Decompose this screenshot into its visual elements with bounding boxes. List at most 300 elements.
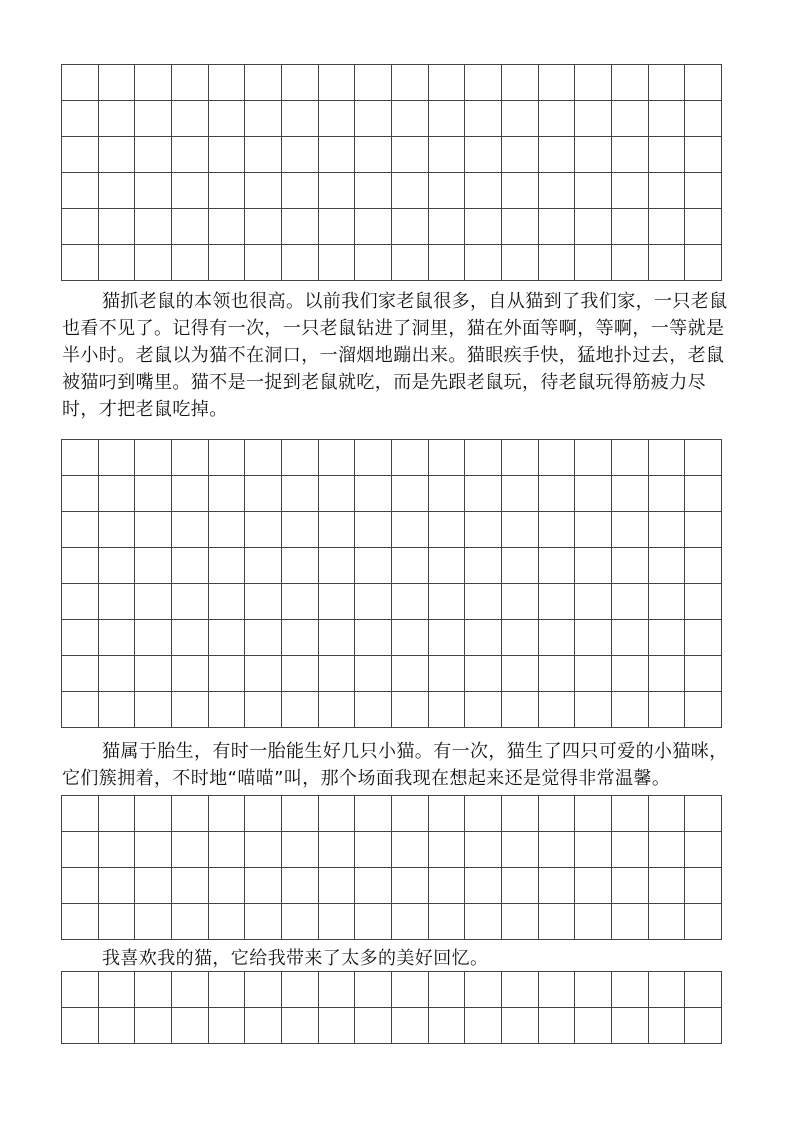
grid-cell	[465, 512, 502, 548]
grid-cell	[172, 548, 209, 584]
grid-cell	[649, 512, 686, 548]
grid-cell	[282, 209, 319, 245]
grid-cell	[685, 904, 722, 940]
grid-cell	[539, 512, 576, 548]
grid-cell	[429, 245, 466, 281]
grid-cell	[355, 476, 392, 512]
grid-cell	[392, 796, 429, 832]
grid-cell	[575, 476, 612, 512]
grid-cell	[502, 868, 539, 904]
grid-cell	[135, 548, 172, 584]
grid-cell	[392, 476, 429, 512]
grid-cell	[392, 692, 429, 728]
grid-cell	[685, 692, 722, 728]
grid-cell	[99, 620, 136, 656]
grid-cell	[99, 656, 136, 692]
grid-cell	[685, 620, 722, 656]
grid-cell	[429, 692, 466, 728]
grid-cell	[209, 868, 246, 904]
grid-cell	[575, 209, 612, 245]
grid-cell	[319, 476, 356, 512]
grid-cell	[539, 548, 576, 584]
grid-cell	[355, 972, 392, 1008]
grid-cell	[392, 101, 429, 137]
grid-cell	[612, 904, 649, 940]
grid-cell	[99, 904, 136, 940]
grid-cell	[135, 620, 172, 656]
paragraph-conclusion: 我喜欢我的猫，它给我带来了太多的美好回忆。	[102, 948, 489, 969]
grid-cell	[392, 512, 429, 548]
grid-cell	[319, 137, 356, 173]
grid-cell	[685, 796, 722, 832]
grid-cell	[355, 904, 392, 940]
grid-cell	[319, 245, 356, 281]
grid-cell	[319, 512, 356, 548]
grid-cell	[575, 65, 612, 101]
grid-cell	[392, 209, 429, 245]
grid-cell	[649, 137, 686, 173]
grid-cell	[502, 972, 539, 1008]
grid-cell	[612, 692, 649, 728]
grid-cell	[172, 620, 209, 656]
grid-cell	[209, 796, 246, 832]
grid-cell	[612, 868, 649, 904]
grid-cell	[172, 476, 209, 512]
grid-cell	[392, 548, 429, 584]
grid-cell	[392, 868, 429, 904]
grid-cell	[465, 584, 502, 620]
grid-cell	[99, 173, 136, 209]
grid-cell	[209, 904, 246, 940]
grid-cell	[209, 137, 246, 173]
grid-cell	[135, 440, 172, 476]
grid-cell	[539, 656, 576, 692]
grid-cell	[319, 832, 356, 868]
grid-cell	[685, 972, 722, 1008]
grid-cell	[319, 868, 356, 904]
grid-cell	[612, 972, 649, 1008]
grid-cell	[392, 584, 429, 620]
grid-cell	[649, 476, 686, 512]
grid-cell	[392, 656, 429, 692]
grid-cell	[135, 972, 172, 1008]
grid-cell	[62, 868, 99, 904]
grid-cell	[575, 868, 612, 904]
grid-cell	[465, 904, 502, 940]
grid-cell	[612, 620, 649, 656]
grid-cell	[465, 832, 502, 868]
grid-cell	[209, 620, 246, 656]
grid-cell	[575, 620, 612, 656]
grid-cell	[282, 245, 319, 281]
grid-cell	[245, 476, 282, 512]
writing-grid-1	[61, 64, 722, 281]
grid-cell	[319, 440, 356, 476]
grid-cell	[649, 868, 686, 904]
grid-cell	[209, 245, 246, 281]
grid-cell	[502, 245, 539, 281]
grid-cell	[355, 512, 392, 548]
grid-cell	[282, 972, 319, 1008]
grid-cell	[62, 173, 99, 209]
grid-cell	[685, 512, 722, 548]
grid-cell	[135, 476, 172, 512]
grid-cell	[685, 1008, 722, 1044]
grid-cell	[649, 245, 686, 281]
grid-cell	[539, 173, 576, 209]
grid-cell	[539, 440, 576, 476]
grid-cell	[502, 101, 539, 137]
grid-cell	[539, 692, 576, 728]
grid-cell	[685, 832, 722, 868]
grid-cell	[62, 548, 99, 584]
grid-cell	[62, 692, 99, 728]
grid-cell	[612, 137, 649, 173]
grid-cell	[392, 65, 429, 101]
grid-cell	[575, 440, 612, 476]
grid-cell	[282, 904, 319, 940]
grid-cell	[99, 512, 136, 548]
grid-cell	[209, 972, 246, 1008]
grid-cell	[575, 101, 612, 137]
grid-cell	[172, 904, 209, 940]
grid-cell	[612, 245, 649, 281]
grid-cell	[135, 65, 172, 101]
grid-cell	[319, 65, 356, 101]
grid-cell	[172, 245, 209, 281]
grid-cell	[429, 65, 466, 101]
grid-cell	[282, 656, 319, 692]
grid-cell	[392, 173, 429, 209]
grid-cell	[575, 972, 612, 1008]
grid-cell	[282, 476, 319, 512]
grid-cell	[245, 101, 282, 137]
grid-cell	[319, 796, 356, 832]
grid-cell	[209, 584, 246, 620]
grid-cell	[245, 868, 282, 904]
grid-cell	[612, 173, 649, 209]
grid-cell	[62, 796, 99, 832]
grid-cell	[685, 209, 722, 245]
grid-cell	[99, 440, 136, 476]
grid-cell	[172, 584, 209, 620]
grid-cell	[649, 584, 686, 620]
grid-cell	[649, 548, 686, 584]
grid-cell	[172, 1008, 209, 1044]
grid-cell	[685, 656, 722, 692]
grid-cell	[62, 101, 99, 137]
grid-cell	[135, 868, 172, 904]
grid-cell	[135, 1008, 172, 1044]
grid-cell	[62, 656, 99, 692]
grid-cell	[172, 173, 209, 209]
grid-cell	[319, 904, 356, 940]
grid-cell	[429, 620, 466, 656]
grid-cell	[649, 1008, 686, 1044]
grid-cell	[355, 101, 392, 137]
grid-cell	[62, 584, 99, 620]
grid-cell	[62, 972, 99, 1008]
grid-cell	[282, 512, 319, 548]
grid-cell	[575, 173, 612, 209]
grid-cell	[502, 1008, 539, 1044]
grid-cell	[429, 101, 466, 137]
grid-cell	[135, 137, 172, 173]
grid-cell	[209, 101, 246, 137]
grid-cell	[172, 868, 209, 904]
grid-cell	[429, 972, 466, 1008]
grid-cell	[319, 1008, 356, 1044]
grid-cell	[62, 65, 99, 101]
grid-cell	[685, 65, 722, 101]
grid-cell	[99, 1008, 136, 1044]
grid-cell	[245, 209, 282, 245]
grid-cell	[502, 620, 539, 656]
grid-cell	[429, 440, 466, 476]
grid-cell	[539, 620, 576, 656]
grid-cell	[245, 584, 282, 620]
grid-cell	[99, 692, 136, 728]
grid-cell	[209, 512, 246, 548]
grid-cell	[649, 620, 686, 656]
grid-cell	[319, 209, 356, 245]
grid-cell	[62, 1008, 99, 1044]
grid-cell	[429, 1008, 466, 1044]
grid-cell	[99, 101, 136, 137]
grid-cell	[465, 656, 502, 692]
grid-cell	[99, 832, 136, 868]
grid-cell	[465, 137, 502, 173]
grid-cell	[502, 65, 539, 101]
grid-cell	[172, 692, 209, 728]
grid-cell	[429, 584, 466, 620]
grid-cell	[245, 245, 282, 281]
grid-cell	[135, 209, 172, 245]
grid-cell	[685, 101, 722, 137]
grid-cell	[502, 548, 539, 584]
grid-cell	[392, 245, 429, 281]
grid-cell	[355, 584, 392, 620]
grid-cell	[575, 656, 612, 692]
grid-cell	[355, 245, 392, 281]
grid-cell	[502, 476, 539, 512]
grid-cell	[282, 584, 319, 620]
grid-cell	[99, 137, 136, 173]
grid-cell	[429, 476, 466, 512]
grid-cell	[392, 832, 429, 868]
grid-cell	[99, 972, 136, 1008]
grid-cell	[649, 656, 686, 692]
grid-cell	[465, 173, 502, 209]
grid-cell	[62, 832, 99, 868]
grid-cell	[392, 972, 429, 1008]
grid-cell	[282, 796, 319, 832]
grid-cell	[575, 904, 612, 940]
grid-cell	[172, 101, 209, 137]
writing-grid-4	[61, 971, 722, 1044]
grid-cell	[429, 548, 466, 584]
grid-cell	[539, 101, 576, 137]
grid-cell	[245, 620, 282, 656]
grid-cell	[99, 796, 136, 832]
grid-cell	[465, 620, 502, 656]
grid-cell	[62, 620, 99, 656]
paragraph-cat-hunting: 猫抓老鼠的本领也很高。以前我们家老鼠很多，自从猫到了我们家，一只老鼠也看不见了。记得有一次，一只老鼠钻进了洞里，猫在外面等啊，等啊，一等就是半小时。老鼠以为猫不在洞口，一溜烟地蹦出来。猫眼疾手快，猛地扑过去，老鼠被猫叼到嘴里。猫不是一捉到老鼠就吃，而是先跟老鼠玩，待老鼠玩得筋疲力尽时，才把老鼠吃掉。	[62, 291, 728, 420]
grid-cell	[135, 796, 172, 832]
grid-cell	[99, 245, 136, 281]
grid-cell	[465, 692, 502, 728]
grid-cell	[575, 584, 612, 620]
grid-cell	[99, 476, 136, 512]
grid-cell	[245, 692, 282, 728]
grid-cell	[135, 101, 172, 137]
grid-cell	[209, 548, 246, 584]
grid-cell	[209, 1008, 246, 1044]
grid-cell	[245, 173, 282, 209]
grid-cell	[245, 972, 282, 1008]
grid-cell	[612, 476, 649, 512]
grid-cell	[355, 209, 392, 245]
grid-cell	[99, 548, 136, 584]
writing-grid-3	[61, 795, 722, 940]
grid-cell	[539, 137, 576, 173]
grid-cell	[649, 65, 686, 101]
grid-cell	[465, 1008, 502, 1044]
grid-cell	[245, 656, 282, 692]
grid-cell	[209, 656, 246, 692]
grid-cell	[282, 832, 319, 868]
grid-cell	[575, 548, 612, 584]
grid-cell	[429, 656, 466, 692]
grid-cell	[62, 137, 99, 173]
grid-cell	[685, 584, 722, 620]
grid-cell	[612, 65, 649, 101]
grid-cell	[172, 65, 209, 101]
grid-cell	[575, 1008, 612, 1044]
grid-cell	[172, 796, 209, 832]
grid-cell	[209, 476, 246, 512]
grid-cell	[245, 440, 282, 476]
grid-cell	[209, 440, 246, 476]
grid-cell	[355, 440, 392, 476]
grid-cell	[282, 440, 319, 476]
grid-cell	[429, 832, 466, 868]
grid-cell	[502, 512, 539, 548]
grid-cell	[355, 868, 392, 904]
grid-cell	[465, 972, 502, 1008]
grid-cell	[99, 65, 136, 101]
grid-cell	[245, 904, 282, 940]
grid-cell	[612, 796, 649, 832]
grid-cell	[575, 796, 612, 832]
grid-cell	[172, 137, 209, 173]
grid-cell	[392, 1008, 429, 1044]
grid-cell	[355, 656, 392, 692]
grid-cell	[209, 65, 246, 101]
grid-cell	[612, 440, 649, 476]
grid-cell	[539, 868, 576, 904]
grid-cell	[172, 440, 209, 476]
grid-cell	[429, 173, 466, 209]
grid-cell	[502, 656, 539, 692]
grid-cell	[502, 832, 539, 868]
grid-cell	[612, 1008, 649, 1044]
grid-cell	[685, 476, 722, 512]
grid-cell	[135, 245, 172, 281]
grid-cell	[319, 173, 356, 209]
grid-cell	[319, 548, 356, 584]
grid-cell	[245, 1008, 282, 1044]
grid-cell	[429, 868, 466, 904]
grid-cell	[392, 137, 429, 173]
grid-cell	[282, 1008, 319, 1044]
grid-cell	[172, 656, 209, 692]
grid-cell	[62, 476, 99, 512]
grid-cell	[649, 972, 686, 1008]
grid-cell	[245, 512, 282, 548]
grid-cell	[539, 1008, 576, 1044]
grid-cell	[355, 796, 392, 832]
grid-cell	[539, 832, 576, 868]
grid-cell	[319, 620, 356, 656]
grid-cell	[355, 1008, 392, 1044]
grid-cell	[575, 832, 612, 868]
grid-cell	[502, 173, 539, 209]
grid-cell	[319, 692, 356, 728]
grid-cell	[502, 440, 539, 476]
grid-cell	[539, 972, 576, 1008]
grid-cell	[282, 65, 319, 101]
grid-cell	[282, 101, 319, 137]
grid-cell	[612, 832, 649, 868]
grid-cell	[99, 584, 136, 620]
grid-cell	[685, 137, 722, 173]
grid-cell	[539, 209, 576, 245]
grid-cell	[172, 972, 209, 1008]
grid-cell	[649, 101, 686, 137]
grid-cell	[135, 832, 172, 868]
grid-cell	[245, 65, 282, 101]
grid-cell	[135, 656, 172, 692]
grid-cell	[355, 173, 392, 209]
grid-cell	[245, 796, 282, 832]
grid-cell	[429, 512, 466, 548]
grid-cell	[319, 584, 356, 620]
grid-cell	[465, 868, 502, 904]
writing-grid-2	[61, 439, 722, 728]
grid-cell	[465, 101, 502, 137]
grid-cell	[502, 796, 539, 832]
grid-cell	[392, 440, 429, 476]
grid-cell	[429, 137, 466, 173]
grid-cell	[612, 209, 649, 245]
grid-cell	[355, 692, 392, 728]
grid-cell	[209, 209, 246, 245]
grid-cell	[282, 620, 319, 656]
grid-cell	[355, 137, 392, 173]
grid-cell	[502, 692, 539, 728]
grid-cell	[282, 173, 319, 209]
grid-cell	[135, 692, 172, 728]
grid-cell	[99, 209, 136, 245]
grid-cell	[649, 832, 686, 868]
grid-cell	[172, 832, 209, 868]
grid-cell	[685, 548, 722, 584]
grid-cell	[502, 209, 539, 245]
grid-cell	[612, 656, 649, 692]
grid-cell	[649, 440, 686, 476]
grid-cell	[135, 173, 172, 209]
